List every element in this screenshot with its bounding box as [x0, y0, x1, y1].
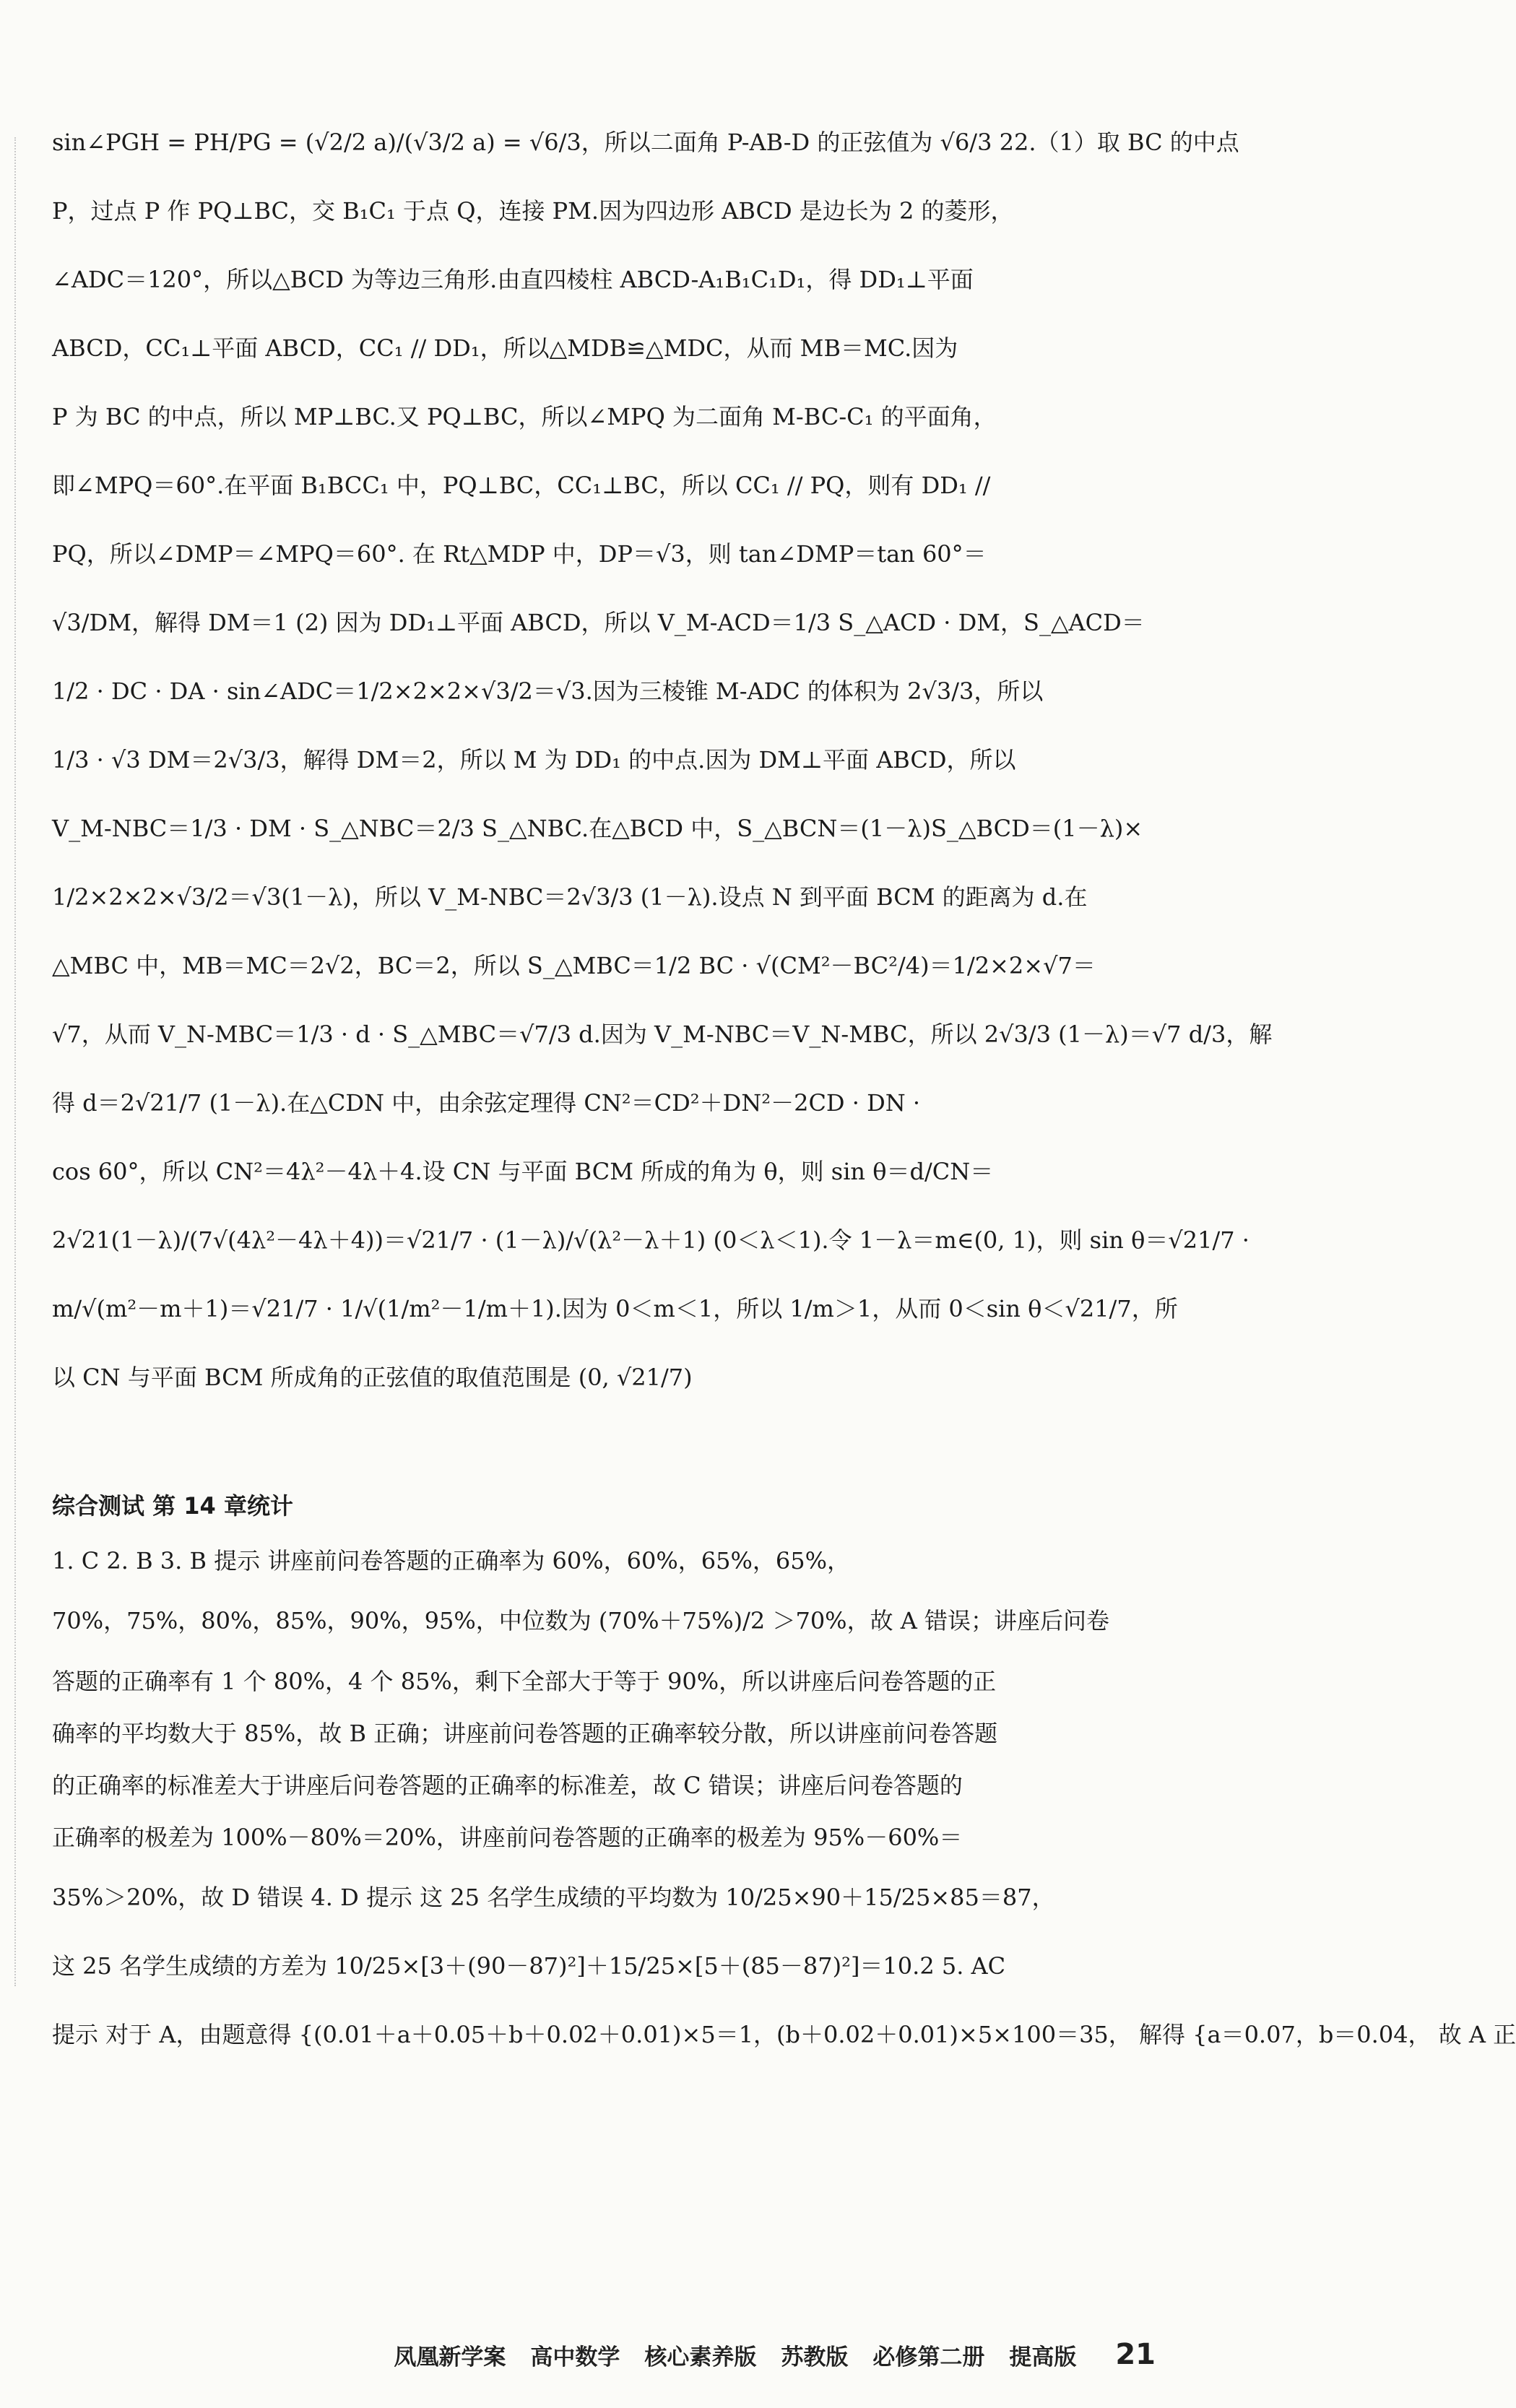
footer-edition: 核心素养版 [644, 2344, 757, 2370]
text-line: 以 CN 与平面 BCM 所成角的正弦值的取值范围是 (0, √21/7) [52, 1364, 693, 1391]
text-line: PQ，所以∠DMP＝∠MPQ＝60°. 在 Rt△MDP 中，DP＝√3，则 tan∠DMP＝tan 60°＝ [52, 540, 987, 568]
text-line: 得 d＝2√21/7 (1－λ).在△CDN 中，由余弦定理得 CN²＝CD²＋DN²－2CD · DN · [52, 1089, 921, 1117]
text-line: 2√21(1－λ)/(7√(4λ²－4λ＋4))＝√21/7 · (1－λ)/√(λ²－λ＋1) (0＜λ＜1).令 1－λ＝m∈(0, 1)，则 sin θ＝√21/7 · [52, 1226, 1249, 1254]
text-line: 确率的平均数大于 85%，故 B 正确；讲座前问卷答题的正确率较分散，所以讲座前问卷答题 [52, 1720, 998, 1747]
solution-22 [52, 108, 1273, 1412]
footer-level: 提高版 [1009, 2344, 1077, 2370]
solution-chapter-14 [52, 1535, 1516, 2069]
text-line: 答题的正确率有 1 个 80%，4 个 85%，剩下全部大于等于 90%，所以讲座后问卷答题的正 [52, 1668, 997, 1695]
text-line: m/√(m²－m＋1)＝√21/7 · 1/√(1/m²－1/m＋1).因为 0＜m＜1，所以 1/m＞1，从而 0＜sin θ＜√21/7，所 [52, 1295, 1178, 1322]
text-line: 70%，75%，80%，85%，90%，95%，中位数为 (70%＋75%)/2 ＞70%，故 A 错误；讲座后问卷 [52, 1607, 1110, 1634]
text-line: √3/DM，解得 DM＝1 (2) 因为 DD₁⊥平面 ABCD，所以 V_M-ACD＝1/3 S_△ACD · DM，S_△ACD＝ [52, 609, 1145, 636]
text-line: 即∠MPQ＝60°.在平面 B₁BCC₁ 中，PQ⊥BC，CC₁⊥BC，所以 CC₁ // PQ，则有 DD₁ // [52, 472, 991, 499]
text-line: △MBC 中，MB＝MC＝2√2，BC＝2，所以 S_△MBC＝1/2 BC · √(CM²－BC²/4)＝1/2×2×√7＝ [52, 952, 1096, 979]
text-line: 提示 对于 A，由题意得 {(0.01＋a＋0.05＋b＋0.02＋0.01)×5＝1，(b＋0.02＋0.01)×5×100＝35， 解得 {a＝0.07，b＝0.04， 故 A 正 [52, 2021, 1516, 2048]
text-line: ∠ADC＝120°，所以△BCD 为等边三角形.由直四棱柱 ABCD-A₁B₁C₁D₁，得 DD₁⊥平面 [52, 266, 974, 293]
text-line: 正确率的极差为 100%－80%＝20%，讲座前问卷答题的正确率的极差为 95%－60%＝ [52, 1824, 963, 1851]
footer-series: 凤凰新学案 [394, 2344, 506, 2370]
text-line: 1/2×2×2×√3/2＝√3(1－λ)，所以 V_M-NBC＝2√3/3 (1－λ).设点 N 到平面 BCM 的距离为 d.在 [52, 883, 1088, 911]
page-content [52, 108, 1516, 2069]
text-line: ABCD，CC₁⊥平面 ABCD，CC₁ // DD₁，所以△MDB≌△MDC，从而 MB＝MC.因为 [52, 334, 958, 362]
page-number: 21 [1115, 2338, 1156, 2371]
text-line: V_M-NBC＝1/3 · DM · S_△NBC＝2/3 S_△NBC.在△BCD 中，S_△BCN＝(1－λ)S_△BCD＝(1－λ)× [52, 815, 1143, 842]
text-line: sin∠PGH = PH/PG = (√2/2 a)/(√3/2 a) = √6/3，所以二面角 P-AB-D 的正弦值为 √6/3 22.（1）取 BC 的中点 [52, 129, 1239, 156]
footer-volume: 必修第二册 [872, 2344, 985, 2370]
text-line: 35%＞20%，故 D 错误 4. D 提示 这 25 名学生成绩的平均数为 10/25×90＋15/25×85＝87， [52, 1884, 1055, 1911]
margin-rule [14, 137, 17, 1986]
text-line: P，过点 P 作 PQ⊥BC，交 B₁C₁ 于点 Q，连接 PM.因为四边形 ABCD 是边长为 2 的菱形， [52, 197, 1014, 225]
section-title: 综合测试 第 14 章统计 [52, 1492, 293, 1520]
page-footer [0, 2333, 1156, 2376]
text-line: 的正确率的标准差大于讲座后问卷答题的正确率的标准差，故 C 错误；讲座后问卷答题的 [52, 1772, 963, 1799]
text-line: 1/2 · DC · DA · sin∠ADC＝1/2×2×2×√3/2＝√3.因为三棱锥 M-ADC 的体积为 2√3/3，所以 [52, 677, 1044, 705]
footer-subject: 高中数学 [530, 2344, 620, 2370]
text-line: cos 60°，所以 CN²＝4λ²－4λ＋4.设 CN 与平面 BCM 所成的角为 θ，则 sin θ＝d/CN＝ [52, 1158, 994, 1185]
text-line: 1. C 2. B 3. B 提示 讲座前问卷答题的正确率为 60%，60%，65%，65%， [52, 1547, 850, 1575]
text-line: 1/3 · √3 DM＝2√3/3，解得 DM＝2，所以 M 为 DD₁ 的中点.因为 DM⊥平面 ABCD，所以 [52, 746, 1016, 774]
text-line: P 为 BC 的中点，所以 MP⊥BC.又 PQ⊥BC，所以∠MPQ 为二面角 M-BC-C₁ 的平面角， [52, 403, 997, 430]
text-line: 这 25 名学生成绩的方差为 10/25×[3＋(90－87)²]＋15/25×[5＋(85－87)²]＝10.2 5. AC [52, 1952, 1006, 1980]
text-line: √7，从而 V_N-MBC＝1/3 · d · S_△MBC＝√7/3 d.因为 V_M-NBC＝V_N-MBC，所以 2√3/3 (1－λ)＝√7 d/3，解 [52, 1021, 1273, 1048]
footer-publisher: 苏教版 [781, 2344, 849, 2370]
